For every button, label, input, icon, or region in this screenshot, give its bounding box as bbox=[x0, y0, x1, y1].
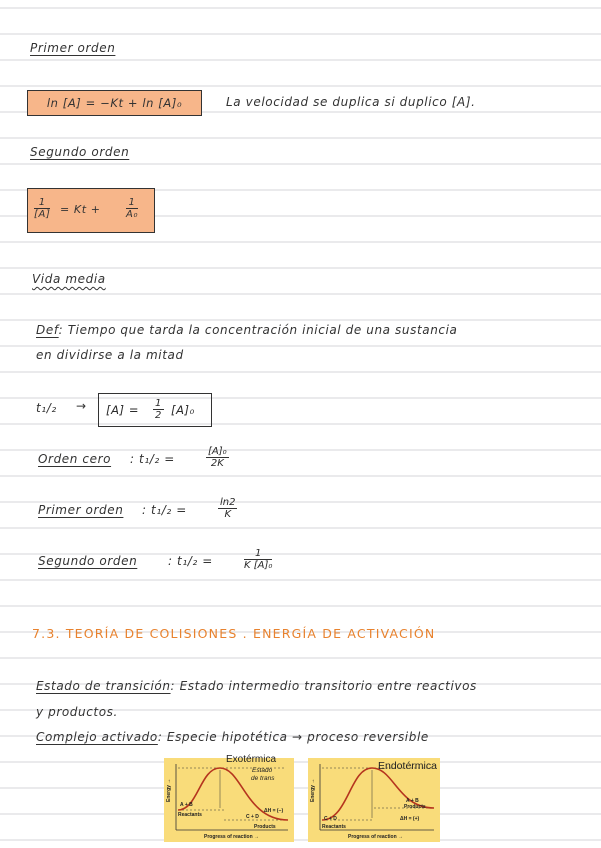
endothermic-y-axis-label: Energy → bbox=[310, 778, 316, 802]
fraction-denominator: [A] bbox=[34, 209, 51, 220]
fraction-denominator: A₀ bbox=[126, 209, 139, 220]
fraction-primer-orden bbox=[218, 497, 237, 520]
definition-text: : Tiempo que tarda la concentración inicial de una sustancia bbox=[58, 323, 458, 337]
complejo-activado-text: : Especie hipotética → proceso reversible bbox=[157, 730, 429, 744]
fraction-numerator: [A]₀ bbox=[208, 446, 227, 457]
half-life-definition-box bbox=[98, 393, 212, 427]
exothermic-diagram bbox=[164, 754, 294, 842]
fraction-segundo-orden bbox=[244, 548, 272, 571]
definition-line-2: en dividirse a la mitad bbox=[36, 348, 184, 362]
label-segundo-orden-half-life: Segundo orden bbox=[38, 554, 138, 568]
exothermic-x-axis-label: Progress of reaction → bbox=[204, 834, 260, 840]
endothermic-delta-h: ΔH = (+) bbox=[400, 816, 420, 822]
heading-teoria-colisiones: 7.3. TEORÍA DE COLISIONES . ENERGÍA DE ACTIVACIÓN bbox=[32, 626, 436, 641]
estado-transicion-text: : Estado intermedio transitorio entre reactivos bbox=[170, 679, 477, 693]
estado-transicion-line bbox=[36, 679, 477, 693]
label-orden-cero: Orden cero bbox=[38, 452, 112, 466]
t-half-symbol: t₁/₂ bbox=[36, 401, 57, 415]
endothermic-diagram bbox=[308, 758, 440, 842]
heading-primer-orden: Primer orden bbox=[30, 41, 116, 55]
fraction-1-over-A0 bbox=[126, 197, 138, 220]
definition-label: Def bbox=[36, 323, 59, 337]
endothermic-products-formula: A + B bbox=[406, 798, 419, 804]
exothermic-y-axis-label: Energy → bbox=[166, 778, 172, 802]
endothermic-reactants-label: Reactants bbox=[322, 824, 346, 830]
note-primer-orden: La velocidad se duplica si duplico [A]. bbox=[226, 95, 476, 109]
complejo-activado-label: Complejo activado bbox=[36, 730, 158, 744]
endothermic-title: Endotérmica bbox=[378, 760, 437, 772]
exothermic-note-2: de trans bbox=[251, 775, 275, 782]
formula-segundo-orden-box bbox=[27, 188, 155, 233]
fraction-orden-cero bbox=[206, 446, 229, 469]
exothermic-delta-h: ΔH = (−) bbox=[264, 808, 284, 814]
fraction-numerator: 1 bbox=[155, 398, 162, 409]
exothermic-note-1: Estado bbox=[252, 767, 273, 774]
estado-transicion-label: Estado de transición bbox=[36, 679, 171, 693]
complejo-activado-line bbox=[36, 730, 429, 744]
heading-vida-media: Vida media bbox=[32, 272, 106, 286]
fraction-numerator: 1 bbox=[244, 548, 272, 560]
formula-middle: = Kt + bbox=[60, 203, 101, 216]
exothermic-title: Exotérmica bbox=[226, 754, 277, 765]
exothermic-products-formula: C + D bbox=[246, 814, 259, 820]
box-left: [A] = bbox=[106, 403, 140, 417]
fraction-denominator: K bbox=[224, 509, 232, 520]
estado-transicion-line-2: y productos. bbox=[36, 705, 118, 719]
endothermic-reactants-formula: C + D bbox=[324, 816, 337, 822]
endothermic-products-label: Products bbox=[404, 804, 426, 810]
fraction-denominator: 2K bbox=[210, 458, 224, 469]
eq-orden-cero: : t₁/₂ = bbox=[130, 452, 175, 466]
fraction-1-over-A bbox=[34, 197, 50, 220]
eq-segundo-orden-half-life: : t₁/₂ = bbox=[168, 554, 213, 568]
fraction-denominator: K [A]₀ bbox=[244, 560, 273, 571]
eq-primer-orden-half-life: : t₁/₂ = bbox=[142, 503, 187, 517]
endothermic-x-axis-label: Progress of reaction → bbox=[348, 834, 404, 840]
fraction-numerator: ln2 bbox=[220, 497, 236, 508]
fraction-one-half bbox=[153, 398, 164, 421]
box-right: [A]₀ bbox=[171, 403, 195, 417]
label-primer-orden-half-life: Primer orden bbox=[38, 503, 124, 517]
heading-segundo-orden: Segundo orden bbox=[30, 145, 130, 159]
formula-primer-orden: ln [A] = −Kt + ln [A]₀ bbox=[46, 96, 183, 110]
arrow-icon: → bbox=[76, 399, 87, 413]
exothermic-products-label: Products bbox=[254, 824, 276, 830]
fraction-numerator: 1 bbox=[126, 197, 138, 209]
fraction-numerator: 1 bbox=[34, 197, 50, 209]
definition-line-1 bbox=[36, 323, 458, 337]
fraction-denominator: 2 bbox=[155, 410, 162, 421]
exothermic-reactants-label: Reactants bbox=[178, 812, 202, 818]
exothermic-reactants-formula: A + B bbox=[180, 802, 193, 808]
formula-primer-orden-box bbox=[27, 90, 202, 116]
